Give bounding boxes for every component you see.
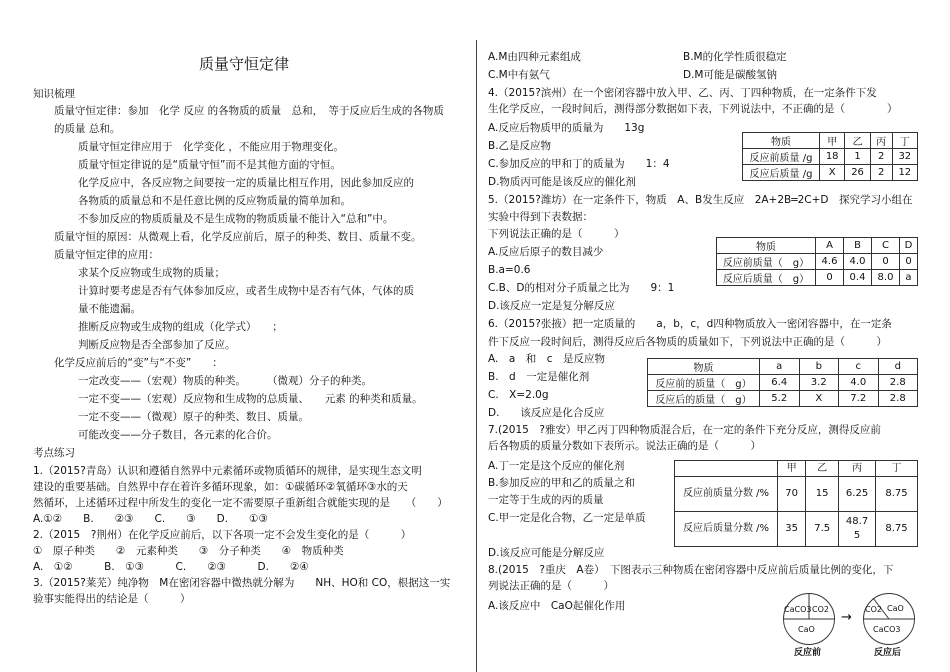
question-3-option: A.M由四种元素组成 xyxy=(488,51,581,63)
table-cell: 反应前质量（ g） xyxy=(717,254,816,270)
text-line: 一定不变——（微观）原子的种类、数目、质量。 xyxy=(78,411,309,423)
question-3-line: 验事实能得出的结论是（ ） xyxy=(33,593,191,605)
table-cell: 6.4 xyxy=(760,375,800,391)
text-line: 质量守恒定律的应用： xyxy=(54,249,159,261)
question-4-option: C.参加反应的甲和丁的质量为 1：4 xyxy=(488,158,670,170)
table-cell: 3.2 xyxy=(799,375,839,391)
pie-after-dividers xyxy=(863,593,915,645)
table-row xyxy=(743,165,918,181)
table-cell: 甲 xyxy=(820,133,845,149)
table-cell: 5.2 xyxy=(760,391,800,407)
table-cell: X xyxy=(820,165,845,181)
table-cell: 反应后质量 /g xyxy=(743,165,820,181)
question-5-option: D.该反应一定是复分解反应 xyxy=(488,300,615,312)
table-cell: 乙 xyxy=(806,461,839,477)
question-3-option: D.M可能是碳酸氢钠 xyxy=(683,69,777,81)
table-cell: b xyxy=(799,359,839,375)
table-cell: 甲 xyxy=(778,461,806,477)
question-1-line: 1.（2015?青岛）认识和遵循自然界中元素循环或物质循环的规律，是实现生态文明 xyxy=(33,465,422,477)
table-cell: X xyxy=(799,391,839,407)
table-cell: 35 xyxy=(778,512,806,547)
text-line: 计算时要考虑是否有气体参加反应，或者生成物中是否有气体，气体的质 xyxy=(78,285,414,297)
question-6-option: A. a 和 c 是反应物 xyxy=(488,353,606,365)
question-6-line: 件下反应一段时间后，测得反应后各物质的质量如下，下列说法中正确的是（ ） xyxy=(488,336,887,348)
table-cell: 丙 xyxy=(870,133,892,149)
question-6-option: D. 该反应是化合反应 xyxy=(488,407,605,419)
table-cell: 丁 xyxy=(892,133,917,149)
table-row xyxy=(675,477,918,512)
question-5-option: B.a=0.6 xyxy=(488,264,531,276)
pie-arrow: → xyxy=(841,610,852,625)
table-cell: 4.6 xyxy=(816,254,844,270)
question-3-option: B.M的化学性质很稳定 xyxy=(683,51,787,63)
table-cell: 2 xyxy=(870,149,892,165)
pie-before-part: CO2 xyxy=(812,605,829,614)
table-cell: 反应前质量 /g xyxy=(743,149,820,165)
table-cell: d xyxy=(878,359,918,375)
table-cell: 丁 xyxy=(876,461,918,477)
pie-before-part: CaO xyxy=(798,625,815,634)
table-cell: B xyxy=(844,238,872,254)
table-cell: c xyxy=(839,359,879,375)
table-cell: 8.75 xyxy=(876,477,918,512)
question-2-line: ① 原子种类 ② 元素种类 ③ 分子种类 ④ 物质种类 xyxy=(33,545,344,557)
table-row xyxy=(717,254,918,270)
question-5-line: 下列说法正确的是（ ） xyxy=(488,228,625,240)
table-cell: 7.2 xyxy=(839,391,879,407)
question-6-option: B. d 一定是催化剂 xyxy=(488,371,590,383)
text-line: 一定不变——（宏观）反应物和生成物的总质量、 元素 的种类和质量。 xyxy=(78,393,423,405)
table-cell: 8.75 xyxy=(876,512,918,547)
question-7-option: C.甲一定是化合物，乙一定是单质 xyxy=(488,512,646,524)
question-3-line: 3.（2015?莱芜）纯净物 M在密闭容器中微热就分解为 NH、HO和 CO，根据这一实 xyxy=(33,577,451,589)
question-2-line: 2.（2015 ?荆州）在化学反应前后，以下各项一定不会发生变化的是（ ） xyxy=(33,529,412,541)
table-cell: 12 xyxy=(892,165,917,181)
table-cell: 2 xyxy=(870,165,892,181)
section-heading-practice: 考点练习 xyxy=(33,447,75,459)
pie-before-label: 反应前 xyxy=(794,648,822,658)
table-row xyxy=(717,270,918,286)
table-cell: 4.0 xyxy=(844,254,872,270)
question-7-option: D.该反应可能是分解反应 xyxy=(488,547,605,559)
question-7-option: B.参加反应的甲和乙的质量之和 xyxy=(488,477,636,489)
table-cell: A xyxy=(816,238,844,254)
question-1-line: 建设的重要基础。自然界中存在着许多循环现象，如：①碳循环②氧循环③水的天 xyxy=(33,481,408,493)
table-cell: 70 xyxy=(778,477,806,512)
text-line: 化学反应前后的“变”与“不变” ： xyxy=(54,357,223,369)
table-cell: a xyxy=(900,270,918,286)
table-header-row xyxy=(675,461,918,477)
table-row xyxy=(648,375,918,391)
question-2-options: A. ①② B. ①③ C. ②③ D. ②④ xyxy=(33,561,309,573)
text-line: 的质量 总和。 xyxy=(54,123,121,135)
question-4-line: 4.（2015?滨州）在一个密闭容器中放入甲、乙、丙、丁四种物质，在一定条件下发 xyxy=(488,87,877,99)
question-7-option: 一定等于生成的丙的质量 xyxy=(488,494,604,506)
table-cell: 32 xyxy=(892,149,917,165)
question-5-option: A.反应后原子的数目减少 xyxy=(488,246,604,258)
table-cell: 反应前的质量（ g） xyxy=(648,375,760,391)
question-1-line: 然循环，上述循环过程中所发生的变化一定不需要原子重新组合就能实现的是 （ ） xyxy=(33,497,448,509)
table-row xyxy=(648,391,918,407)
table-cell: 反应后的质量（ g） xyxy=(648,391,760,407)
table-header-row xyxy=(717,238,918,254)
table-header-row xyxy=(743,133,918,149)
table-cell: 2.8 xyxy=(878,391,918,407)
text-line: 推断反应物或生成物的组成（化学式） ； xyxy=(78,321,283,333)
table-cell: 丙 xyxy=(839,461,876,477)
question-1-options: A.①② B. ②③ C. ③ D. ①③ xyxy=(33,513,268,525)
question-5-line: 5.（2015?潍坊）在一定条件下，物质 A、B发生反应 2A+2B═2C+D 探究学习小组在 xyxy=(488,194,913,206)
table-cell: 0 xyxy=(816,270,844,286)
text-line: 质量守恒定律应用于 化学变化 ，不能应用于物理变化。 xyxy=(78,141,344,153)
question-8-option: A.该反应中 CaO起催化作用 xyxy=(488,600,626,612)
question-8-line: 8.(2015 ?重庆 A卷） 下图表示三种物质在密闭容器中反应前后质量比例的变化，下 xyxy=(488,564,894,576)
table-cell: 0.4 xyxy=(844,270,872,286)
text-line: 各物质的质量总和不是任意比例的反应物质量的简单加和。 xyxy=(78,195,351,207)
question-7-table xyxy=(674,460,918,547)
question-7-option: A.丁一定是这个反应的催化剂 xyxy=(488,460,625,472)
table-cell: 18 xyxy=(820,149,845,165)
table-cell: a xyxy=(760,359,800,375)
question-4-line: 生化学反应，一段时间后，测得部分数据如下表，下列说法中，不正确的是（ ） xyxy=(488,103,898,115)
table-cell: C xyxy=(872,238,900,254)
question-4-option: B.乙是反应物 xyxy=(488,140,552,152)
pie-after-part: CaO xyxy=(887,604,904,613)
table-cell: 乙 xyxy=(845,133,870,149)
text-line: 质量守恒的原因：从微观上看，化学反应前后，原子的种类、数目、质量不变。 xyxy=(54,231,422,243)
table-cell: 6.25 xyxy=(839,477,876,512)
question-4-option: D.物质丙可能是该反应的催化剂 xyxy=(488,176,636,188)
question-4-table xyxy=(742,132,918,181)
text-line: 不参加反应的物质质量及不是生成物的物质质量不能计入“总和”中。 xyxy=(78,213,394,225)
text-line: 化学反应中，各反应物之间要按一定的质量比相互作用，因此参加反应的 xyxy=(78,177,414,189)
pie-after-part: CO2 xyxy=(865,605,882,614)
question-5-line: 实验中得到下表数据： xyxy=(488,211,593,223)
question-7-line: 后各物质的质量分数如下表所示。说法正确的是（ ） xyxy=(488,440,761,452)
text-line: 一定改变——（宏观）物质的种类。 （微观）分子的种类。 xyxy=(78,375,372,387)
table-cell: 8.0 xyxy=(872,270,900,286)
table-cell: 反应后质量分数 /% xyxy=(675,512,778,547)
text-line: 量不能遗漏。 xyxy=(78,303,141,315)
question-4-option: A.反应后物质甲的质量为 13g xyxy=(488,122,645,134)
pie-before-part: CaCO3 xyxy=(784,605,812,614)
column-divider xyxy=(476,40,477,672)
section-heading-review: 知识梳理 xyxy=(33,88,75,100)
table-cell: 2.8 xyxy=(878,375,918,391)
question-6-table xyxy=(647,358,918,407)
question-5-table xyxy=(716,237,918,286)
table-cell: 0 xyxy=(900,254,918,270)
pie-before-dividers xyxy=(783,593,835,645)
table-cell: 4.0 xyxy=(839,375,879,391)
table-cell: 物质 xyxy=(717,238,816,254)
text-line: 求某个反应物或生成物的质量； xyxy=(78,267,225,279)
question-6-line: 6.（2015?张掖）把一定质量的 a，b，c，d四种物质放入一密闭容器中，在一定条 xyxy=(488,318,892,330)
table-cell: 26 xyxy=(845,165,870,181)
pie-after-part: CaCO3 xyxy=(873,625,901,634)
table-header-row xyxy=(648,359,918,375)
table-cell: 反应前质量分数 /% xyxy=(675,477,778,512)
table-cell: 物质 xyxy=(648,359,760,375)
table-cell: 15 xyxy=(806,477,839,512)
page-title: 质量守恒定律 xyxy=(199,55,290,73)
question-7-line: 7.(2015 ?雅安）甲乙丙丁四种物质混合后，在一定的条件下充分反应，测得反应前 xyxy=(488,424,881,436)
question-8-line: 列说法正确的是（ ） xyxy=(488,580,614,592)
pie-after-label: 反应后 xyxy=(874,648,902,658)
question-5-option: C.B、D的相对分子质量之比为 9：1 xyxy=(488,282,675,294)
text-line: 质量守恒定律：参加 化学 反应 的各物质的质量 总和， 等于反应后生成的各物质 xyxy=(54,105,444,117)
table-row xyxy=(743,149,918,165)
table-cell: 48.7 5 xyxy=(839,512,876,547)
table-cell xyxy=(675,461,778,477)
table-cell: 1 xyxy=(845,149,870,165)
table-cell: 0 xyxy=(872,254,900,270)
text-line: 可能改变——分子数目，各元素的化合价。 xyxy=(78,429,278,441)
table-cell: 物质 xyxy=(743,133,820,149)
table-row xyxy=(675,512,918,547)
text-line: 判断反应物是否全部参加了反应。 xyxy=(78,339,236,351)
table-cell: D xyxy=(900,238,918,254)
table-cell: 反应后质量（ g） xyxy=(717,270,816,286)
table-cell: 7.5 xyxy=(806,512,839,547)
question-6-option: C. X=2.0g xyxy=(488,389,549,401)
question-3-option: C.M中有氨气 xyxy=(488,69,550,81)
text-line: 质量守恒定律说的是“质量守恒”而不是其他方面的守恒。 xyxy=(78,159,341,171)
